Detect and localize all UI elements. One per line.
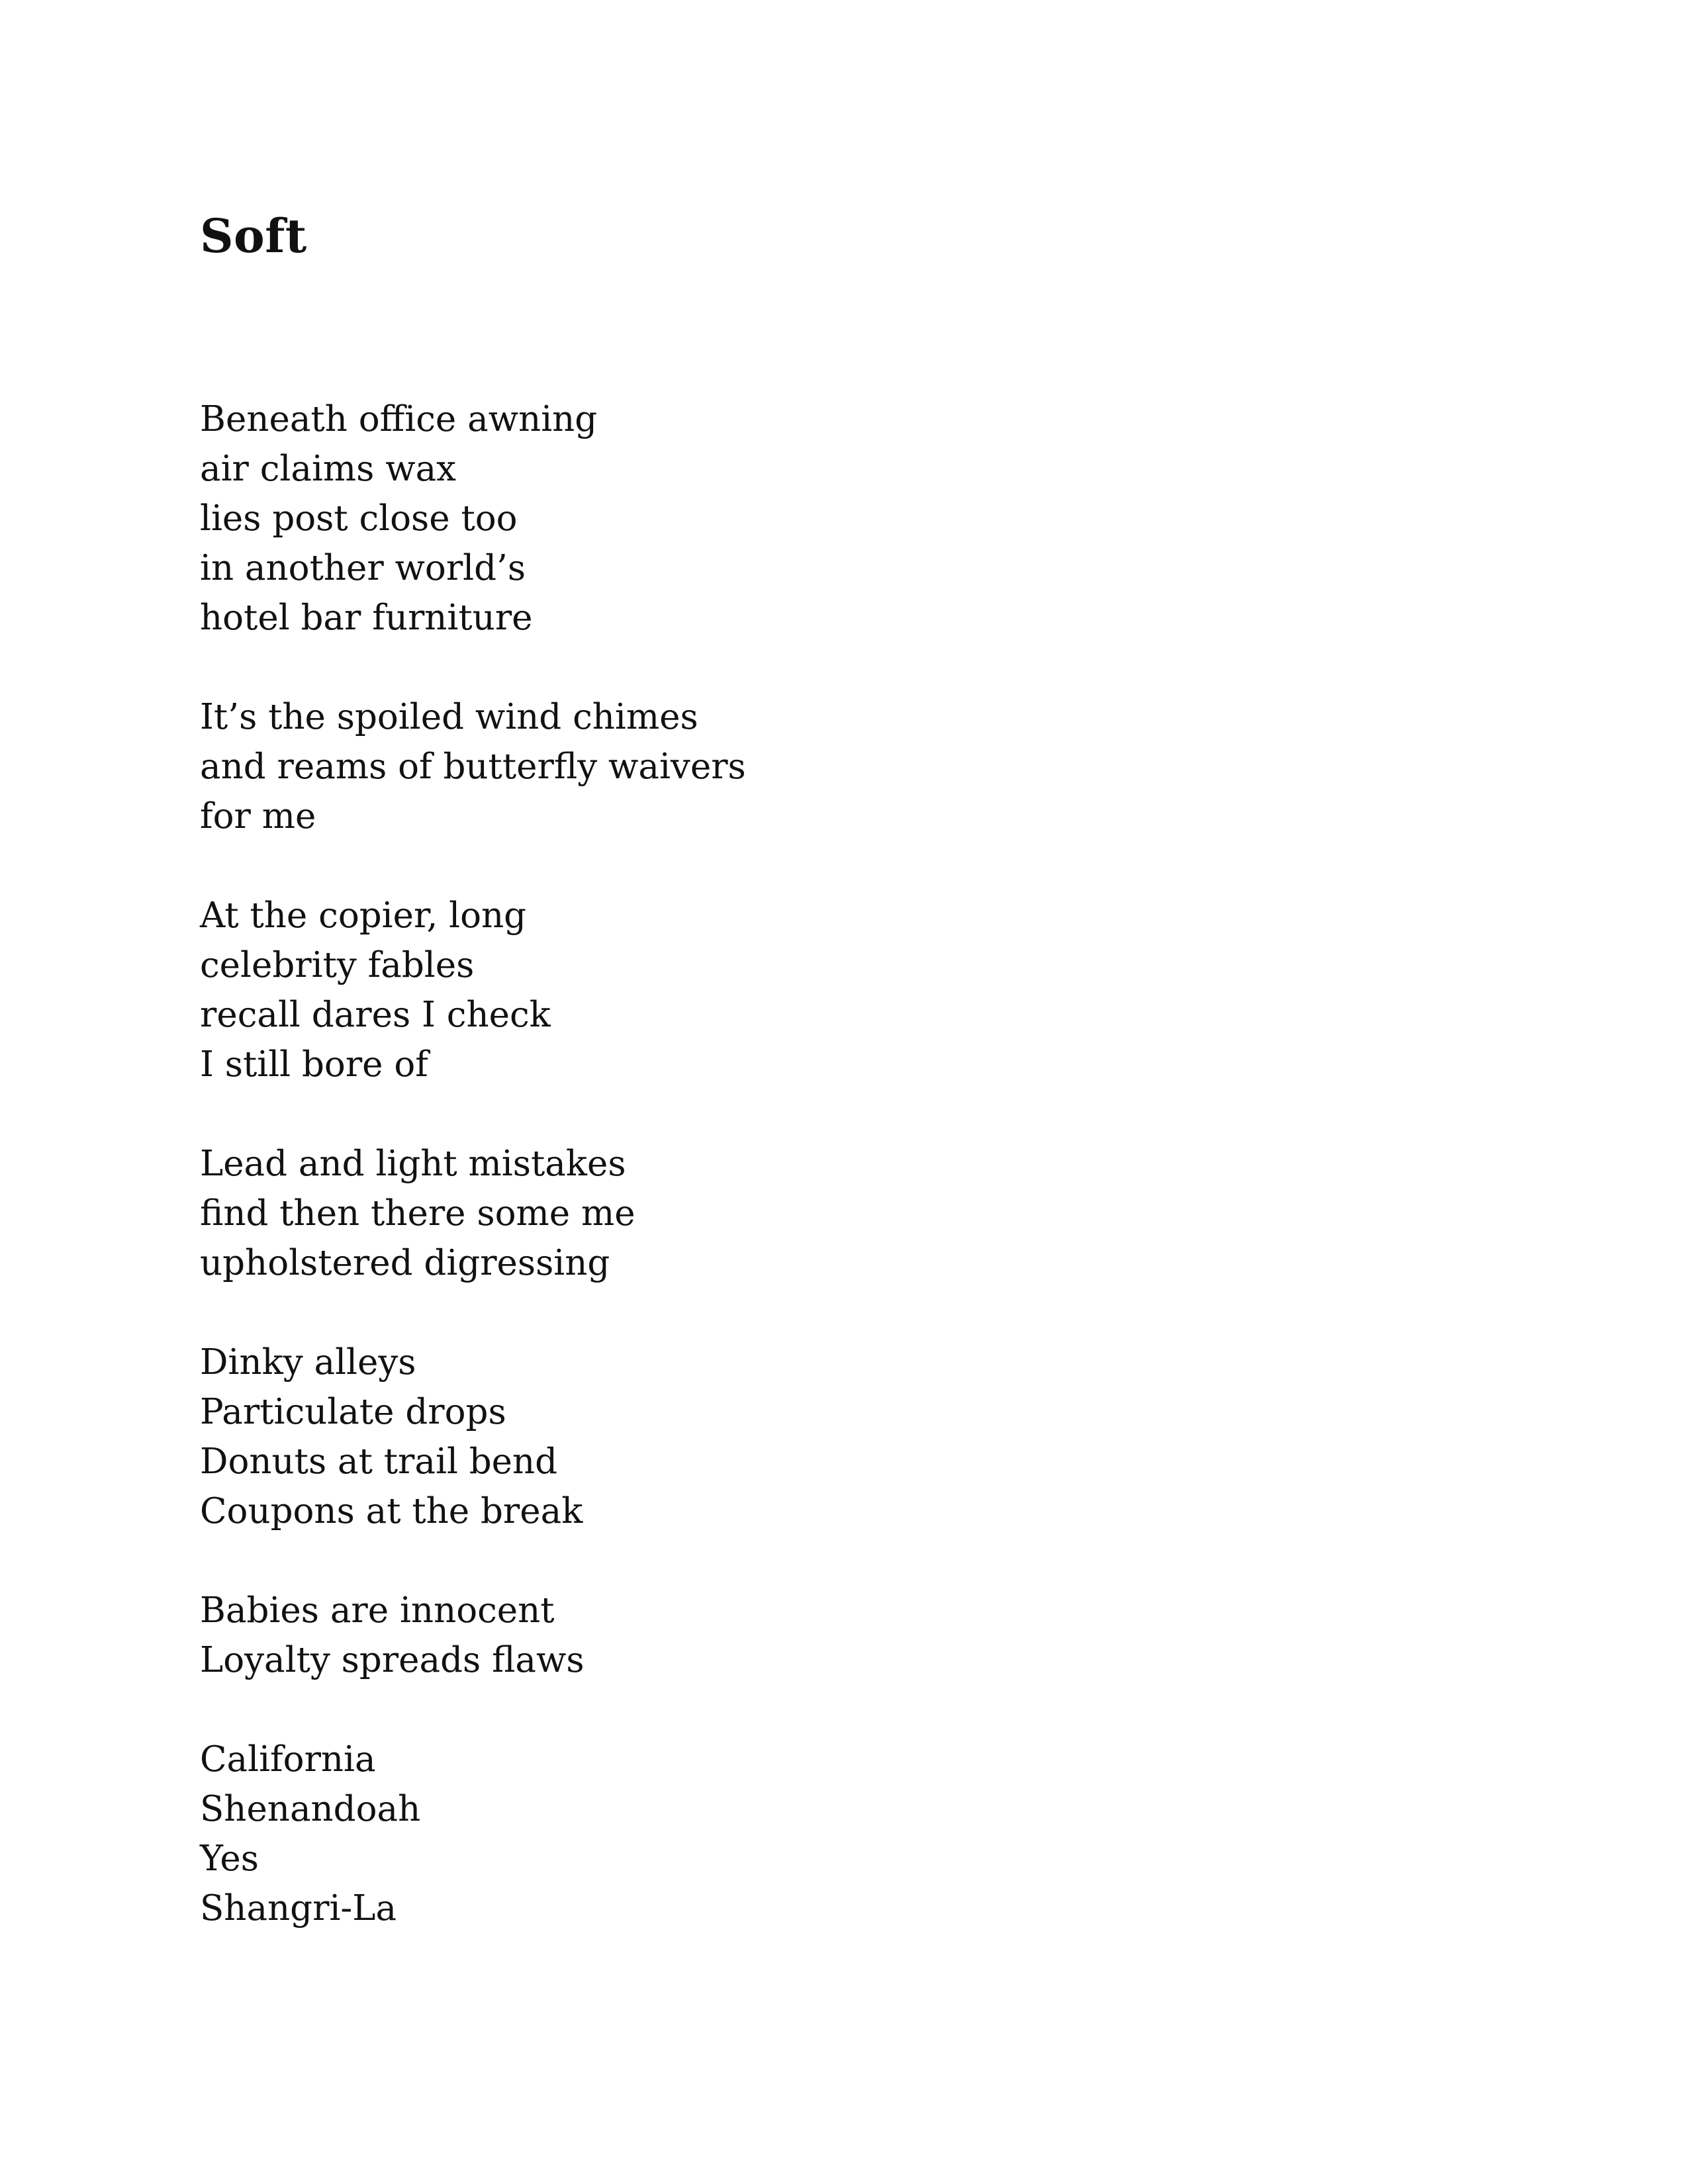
poem-title: Soft	[200, 208, 307, 263]
poem-line: Dinky alleys	[200, 1342, 416, 1383]
poem-line: Donuts at trail bend	[200, 1441, 558, 1482]
poem-line: lies post close too	[200, 498, 518, 539]
stanza-6	[200, 1586, 1391, 1685]
poem-line: hotel bar furniture	[200, 598, 533, 638]
stanza-2	[200, 692, 1391, 841]
poem-line: California	[200, 1739, 376, 1780]
poem-line: celebrity fables	[200, 945, 475, 985]
poem-line: I still bore of	[200, 1044, 428, 1085]
poem-line: and reams of butterfly waivers	[200, 747, 746, 787]
poem-line: Beneath office awning	[200, 399, 598, 439]
stanza-5	[200, 1338, 1391, 1536]
poem-line: air claims wax	[200, 449, 457, 489]
poem-line: At the copier, long	[200, 895, 527, 936]
poem-line: for me	[200, 796, 316, 837]
poem-line: Babies are innocent	[200, 1590, 555, 1631]
poem-line: Shangri-La	[200, 1888, 397, 1929]
poem-line: in another world’s	[200, 548, 526, 588]
poem-line: Particulate drops	[200, 1392, 506, 1432]
poem-line: It’s the spoiled wind chimes	[200, 697, 698, 737]
stanza-4	[200, 1139, 1391, 1288]
poem-line: find then there some me	[200, 1193, 635, 1234]
stanza-7	[200, 1735, 1391, 1933]
poem-line: upholstered digressing	[200, 1243, 610, 1283]
poem-body	[200, 394, 1391, 1983]
poem-line: recall dares I check	[200, 995, 551, 1035]
poem-line: Lead and light mistakes	[200, 1144, 626, 1184]
poem-line: Loyalty spreads flaws	[200, 1640, 585, 1680]
poem-line: Yes	[200, 1839, 259, 1879]
stanza-1	[200, 394, 1391, 643]
poem-line: Coupons at the break	[200, 1491, 583, 1531]
poem-line: Shenandoah	[200, 1789, 421, 1829]
stanza-3	[200, 891, 1391, 1089]
